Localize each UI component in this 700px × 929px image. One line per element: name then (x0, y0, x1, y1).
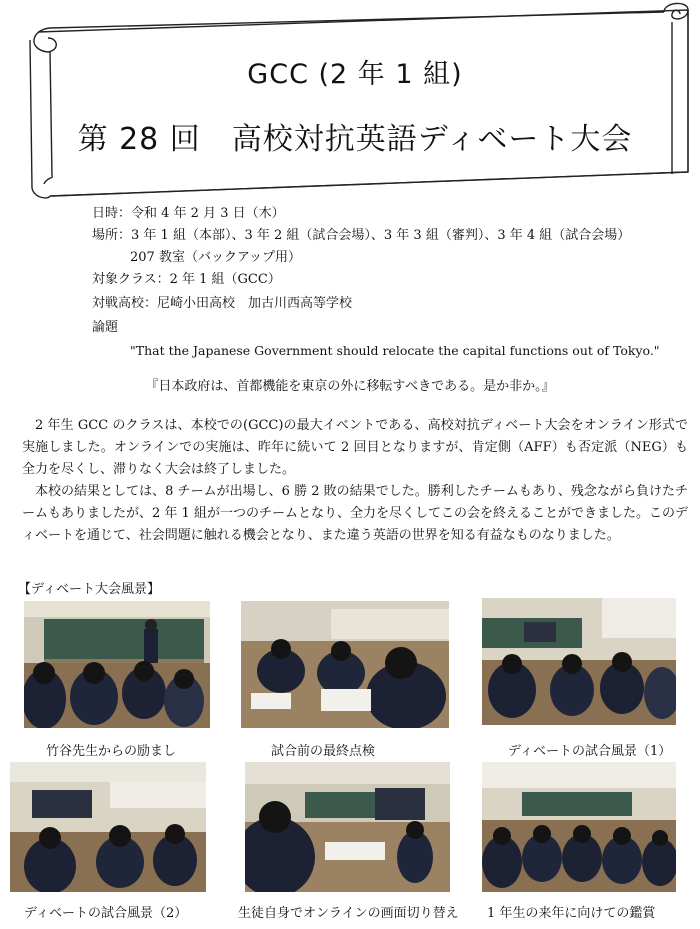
photo-screen-switching (245, 762, 450, 892)
photo-caption-6: 1 年生の来年に向けての鑑賞 (487, 906, 656, 921)
event-place: 場所：3 年 1 組（本部）、3 年 2 組（試合会場）、3 年 3 組（審判）、3 年 4 組（試合会場） (92, 228, 631, 243)
scroll-banner (0, 0, 700, 200)
photo-first-years-watching (482, 762, 676, 892)
topic-japanese: 『日本政府は、首都機能を東京の外に移転すべきである。是か非か。』 (145, 379, 555, 394)
event-place-continued: 207 教室（バックアップ用） (130, 250, 302, 265)
topic-label: 論題 (92, 320, 119, 335)
gallery-heading: 【ディベート大会風景】 (18, 582, 160, 597)
photo-caption-5: 生徒自身でオンラインの画面切り替え (238, 906, 459, 921)
photo-caption-4: ディベートの試合風景（2） (24, 906, 188, 921)
report-paragraph-2: 本校の結果としては、8 チームが出場し、6 勝 2 敗の結果でした。勝利したチームもあり、残念ながら負けたチームもありましたが、2 年 1 組が一つのチームとなり、全力を尽くしてこの会を終えることができました。このディベートを通じて、社会問題に触れる機会となり、また違う英語の世界を知る有益なものなりました。 (22, 484, 688, 543)
photo-final-check (241, 601, 449, 728)
event-date: 日時：令和 4 年 2 月 3 日（木） (92, 206, 285, 221)
page-title-class: GCC (2 年 1 組) (247, 59, 463, 90)
photo-debate-scene-1 (482, 598, 676, 725)
photo-caption-3: ディベートの試合風景（1） (508, 744, 672, 759)
photo-debate-scene-2 (10, 762, 206, 892)
topic-english: "That the Japanese Government should relocate the capital functions out of Tokyo." (130, 343, 660, 358)
opponent-schools: 対戦高校：尼崎小田高校 加古川西高等学校 (92, 296, 353, 311)
photo-caption-2: 試合前の最終点検 (271, 744, 376, 759)
report-paragraph-1: 2 年生 GCC のクラスは、本校での(GCC)の最大イベントである、高校対抗ディベート大会をオンライン形式で実施しました。オンラインでの実施は、昨年に続いて 2 回目となりますが、肯定側（AFF）も否定派（NEG）も全力を尽くし、滞りなく大会は終了しました。 (22, 418, 688, 477)
photo-teacher-encouragement (24, 601, 210, 728)
page-title-event: 第 28 回 高校対抗英語ディベート大会 (77, 122, 633, 157)
photo-caption-1: 竹谷先生からの励まし (46, 744, 177, 759)
target-class: 対象クラス：2 年 1 組（GCC） (92, 272, 281, 287)
